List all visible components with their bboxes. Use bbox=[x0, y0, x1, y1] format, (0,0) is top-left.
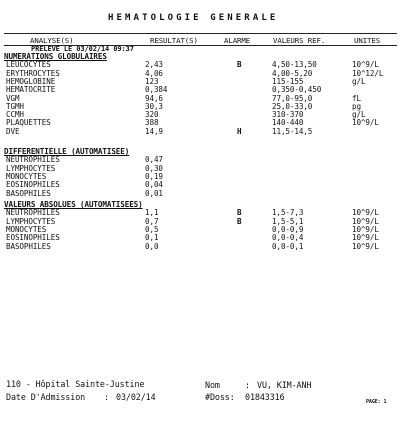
cell-name: LYMPHOCYTES bbox=[6, 163, 56, 173]
cell-ref: 140-440 bbox=[272, 118, 304, 128]
col-header-unites: UNITES bbox=[354, 36, 381, 45]
admission-label: Date D'Admission bbox=[6, 392, 86, 402]
section-title: NUMERATIONS GLOBULAIRES bbox=[4, 52, 107, 61]
cell-name: PLAQUETTES bbox=[6, 118, 51, 128]
file-number-label: #Doss: bbox=[205, 392, 235, 402]
hospital-name: 110 - Hôpital Sainte-Justine bbox=[6, 379, 145, 389]
cell-unit: 10^9/L bbox=[352, 208, 379, 218]
report-title: HEMATOLOGIE GENERALE bbox=[108, 13, 279, 23]
cell-name: BASOPHILES bbox=[6, 188, 51, 198]
cell-result: 0,01 bbox=[145, 188, 163, 198]
cell-unit: 10^9/L bbox=[352, 241, 379, 251]
cell-ref: 310-370 bbox=[272, 110, 304, 120]
cell-name: HEMOGLOBINE bbox=[6, 76, 56, 86]
cell-result: 0,7 bbox=[145, 216, 159, 226]
cell-result: 388 bbox=[145, 118, 159, 128]
cell-name: TGMH bbox=[6, 101, 24, 111]
cell-name: NEUTROPHILES bbox=[6, 155, 60, 165]
cell-unit: 10^9/L bbox=[352, 224, 379, 234]
admission-separator: : bbox=[104, 392, 109, 402]
cell-name: MONOCYTES bbox=[6, 171, 47, 181]
file-number: 01843316 bbox=[245, 392, 285, 402]
cell-unit: 10^9/L bbox=[352, 118, 379, 128]
cell-ref: 0,350-0,450 bbox=[272, 85, 322, 95]
cell-result: 0,04 bbox=[145, 180, 163, 190]
cell-name: CCMH bbox=[6, 110, 24, 120]
cell-ref: 25,0-33,0 bbox=[272, 101, 313, 111]
header-top-rule bbox=[4, 33, 397, 34]
cell-name: LEUCOCYTES bbox=[6, 60, 51, 70]
section-title: DIFFERENTIELLE (AUTOMATISEE) bbox=[4, 147, 130, 156]
col-header-resultat: RESULTAT(S) bbox=[150, 36, 198, 45]
cell-result: 320 bbox=[145, 110, 159, 120]
cell-flag: B bbox=[237, 60, 242, 70]
cell-flag: H bbox=[237, 126, 242, 136]
cell-unit: 10^9/L bbox=[352, 216, 379, 226]
cell-result: 0,0 bbox=[145, 241, 159, 251]
cell-result: 2,43 bbox=[145, 60, 163, 70]
cell-name: EOSINOPHILES bbox=[6, 233, 60, 243]
cell-unit: 10^9/L bbox=[352, 60, 379, 70]
patient-name-separator: : bbox=[245, 380, 250, 390]
cell-result: 0,19 bbox=[145, 171, 163, 181]
cell-result: 1,1 bbox=[145, 208, 159, 218]
cell-result: 0,1 bbox=[145, 233, 159, 243]
cell-result: 0,384 bbox=[145, 85, 168, 95]
cell-name: DVE bbox=[6, 126, 20, 136]
cell-result: 0,30 bbox=[145, 163, 163, 173]
cell-name: HEMATOCRITE bbox=[6, 85, 56, 95]
cell-result: 30,3 bbox=[145, 101, 163, 111]
cell-ref: 115-155 bbox=[272, 76, 304, 86]
cell-name: LYMPHOCYTES bbox=[6, 216, 56, 226]
cell-unit: 10^9/L bbox=[352, 233, 379, 243]
cell-ref: 4,00-5,20 bbox=[272, 68, 313, 78]
cell-ref: 1,5-5,1 bbox=[272, 216, 304, 226]
cell-name: MONOCYTES bbox=[6, 224, 47, 234]
cell-unit: fL bbox=[352, 93, 361, 103]
patient-name: VU, KIM-ANH bbox=[257, 380, 312, 390]
cell-name: EOSINOPHILES bbox=[6, 180, 60, 190]
page-number: PAGE: 1 bbox=[366, 399, 387, 405]
cell-result: 0,47 bbox=[145, 155, 163, 165]
cell-result: 94,6 bbox=[145, 93, 163, 103]
cell-name: BASOPHILES bbox=[6, 241, 51, 251]
admission-date: 03/02/14 bbox=[116, 392, 156, 402]
cell-ref: 1,5-7,3 bbox=[272, 208, 304, 218]
cell-unit: pg bbox=[352, 101, 361, 111]
cell-ref: 4,50-13,50 bbox=[272, 60, 317, 70]
cell-result: 123 bbox=[145, 76, 159, 86]
cell-ref: 0,0-0,4 bbox=[272, 233, 304, 243]
cell-name: NEUTROPHILES bbox=[6, 208, 60, 218]
cell-result: 14,9 bbox=[145, 126, 163, 136]
cell-flag: B bbox=[237, 216, 242, 226]
cell-ref: 0,0-0,1 bbox=[272, 241, 304, 251]
cell-name: VGM bbox=[6, 93, 20, 103]
cell-unit: g/L bbox=[352, 76, 366, 86]
cell-result: 0,5 bbox=[145, 224, 159, 234]
cell-unit: 10^12/L bbox=[352, 68, 384, 78]
col-header-valeurs-ref: VALEURS REF. bbox=[273, 36, 326, 45]
cell-result: 4,06 bbox=[145, 68, 163, 78]
cell-ref: 77,0-95,0 bbox=[272, 93, 313, 103]
cell-ref: 11,5-14,5 bbox=[272, 126, 313, 136]
col-header-alarme: ALARME bbox=[224, 36, 251, 45]
cell-ref: 0,0-0,9 bbox=[272, 224, 304, 234]
cell-name: ERYTHROCYTES bbox=[6, 68, 60, 78]
col-header-analyse: ANALYSE(S) bbox=[30, 36, 74, 45]
section-title: VALEURS ABSOLUES (AUTOMATISEES) bbox=[4, 200, 143, 209]
sample-datetime: PRELEVE LE 03/02/14 09:37 bbox=[31, 45, 134, 53]
cell-unit: g/L bbox=[352, 110, 366, 120]
patient-name-label: Nom bbox=[205, 380, 220, 390]
cell-flag: B bbox=[237, 208, 242, 218]
